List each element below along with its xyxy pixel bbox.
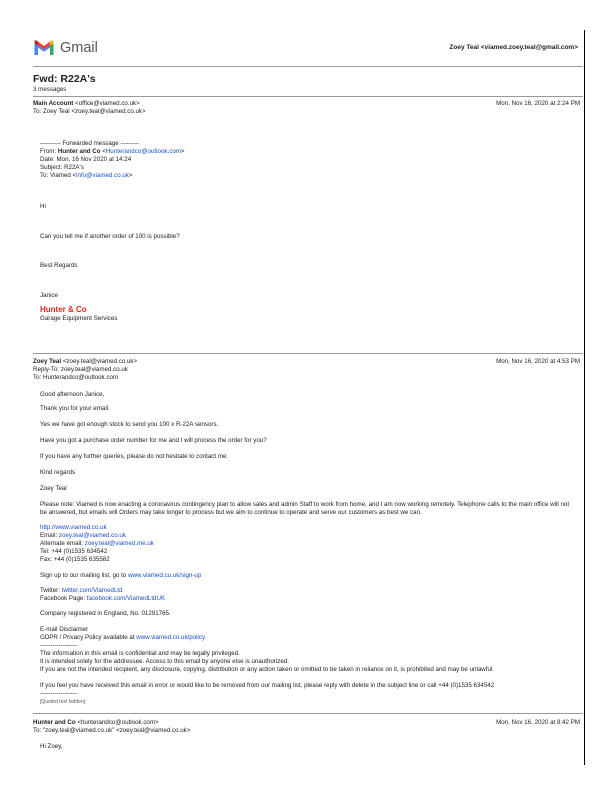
msg2-po: Have you got a purchase order number for me and I will process the order for you? <box>40 437 267 444</box>
twitter-link[interactable]: twitter.com/ViamedLtd <box>61 587 123 594</box>
gdpr-link[interactable]: www.viamed.co.uk/policy <box>136 634 206 642</box>
msg2-reply-to: Reply-To: zoey.teal@viamed.co.uk <box>33 366 128 373</box>
email-line: Email: zoey.teal@viamed.co.uk <box>40 532 126 540</box>
msg2-greeting: Good afternoon Janice, <box>40 391 105 398</box>
removal-notice: If you feel you have received this email in error or would like to be removed from our mailing list, please reply with delete in the subject line or call +44 (0)1535 634542 <box>40 682 495 689</box>
fwd-from-email-link[interactable]: Hunterandco@outlook.com <box>105 148 181 156</box>
msg2-to: To: Hunterandco@outlook.com <box>33 374 119 381</box>
msg2-from <box>33 358 137 366</box>
fwd-to: To: Viamed <info@viamed.co.uk> <box>40 172 133 180</box>
msg3-to: To: "zoey.teal@viamed.co.uk" <zoey.teal@viamed.co.uk> <box>33 727 191 734</box>
disclaimer-line-1: The information in this email is confidential and may be legally privileged. <box>40 650 240 658</box>
company-registration: Company registered in England, No. 01291765. <box>40 610 171 617</box>
msg2-signature-name: Zoey Teal <box>40 485 67 492</box>
alt-email-link[interactable]: zoey.teal@viamed.me.uk <box>84 540 154 548</box>
gdpr-line: GDPR / Privacy Policy available at www.viamed.co.uk/policy <box>40 634 206 642</box>
gmail-wordmark: Gmail <box>60 40 98 56</box>
header-divider <box>33 66 583 67</box>
email-link[interactable]: zoey.teal@viamed.co.uk <box>58 532 126 540</box>
signature-tagline: Garage Equipment Services <box>40 315 118 322</box>
social-block <box>40 587 575 603</box>
msg1-to: To: Zoey Teal <zoey.teal@viamed.co.uk> <box>33 108 146 115</box>
msg2-notice: Please note: Viamed is now enacting a coronavirus contingency plan to allow sales and admin Staff to work from home, and I am now working remotely. Telephone calls to the main office will not be answered, but emails will Orders may take longer to process but we aim to continue to operate and serve our customers as best we can. <box>40 501 570 517</box>
subject-divider <box>33 96 583 97</box>
facebook-link[interactable]: facebook.com/ViamedLtdUK <box>86 595 166 603</box>
msg2-queries: If you have any further queries, please do not hesitate to contact me. <box>40 453 229 460</box>
message-count: 3 messages <box>33 86 67 93</box>
quoted-text-hidden[interactable]: [Quoted text hidden] <box>40 699 86 705</box>
msg2-kind-regards: Kind regards <box>40 469 76 476</box>
msg1-forward-header <box>40 140 575 180</box>
website-link[interactable]: http://www.viamed.co.uk <box>40 524 107 531</box>
msg1-greeting: Hi <box>40 203 46 210</box>
mailing-list-link[interactable]: www.viamed.co.uk/sign-up <box>128 572 202 579</box>
msg3-from <box>33 719 159 727</box>
msg2-date: Mon, Nov 16, 2020 at 4:53 PM <box>496 358 580 365</box>
msg1-sender-address: <office@viamed.co.uk> <box>75 100 140 107</box>
disclaimer-block <box>40 626 575 674</box>
msg3-date: Mon, Nov 16, 2020 at 8:42 PM <box>496 719 580 726</box>
page-right-border <box>584 30 585 765</box>
fwd-to-email-link[interactable]: info@viamed.co.uk <box>76 172 129 180</box>
msg2-sender-address: <zoey.teal@viamed.co.uk> <box>62 358 138 365</box>
msg2-stock: Yes we have got enough stock to send you 100 x R-22A sensors. <box>40 421 219 428</box>
twitter-line: Twitter: twitter.com/ViamedLtd <box>40 587 123 594</box>
msg1-signoff: Janice <box>40 292 58 299</box>
disclaimer-title: E-mail Disclaimer <box>40 626 89 633</box>
fwd-subject: Subject: R22A's <box>40 164 84 172</box>
msg3-sender-name: Hunter and Co <box>33 719 76 726</box>
msg1-body: Can you tell me if another order of 100 is possible? <box>40 233 180 240</box>
disclaimer-rule-top: ------------------ <box>40 642 78 650</box>
msg1-regards: Best Regards <box>40 262 78 269</box>
disclaimer-line-2: It is intended solely for the addressee. Access to this email by anyone else is unauthorized. <box>40 658 290 666</box>
msg2-contact-block <box>40 524 575 564</box>
disclaimer-line-3: If you are not the intended recipient, any disclosure, copying, distribution or any action taken or omitted to be taken in reliance on it, is prohibited and may be unlawful. <box>40 666 495 674</box>
fax-line: Fax: +44 (0)1535 635582 <box>40 556 110 564</box>
msg2-divider <box>33 713 583 714</box>
msg2-sender-name: Zoey Teal <box>33 358 62 365</box>
forwarded-line: ---------- Forwarded message --------- <box>40 140 139 147</box>
msg3-sender-address: <hunterandco@outlook.com> <box>77 719 159 726</box>
tel-line: Tel: +44 (0)1535 634542 <box>40 548 108 556</box>
fwd-date: Date: Mon, 16 Nov 2020 at 14:24 <box>40 156 132 164</box>
account-email: Zoey Teal <viamed.zoey.teal@gmail.com> <box>449 44 578 51</box>
msg1-sender-name: Main Account <box>33 100 74 107</box>
disclaimer-rule-bottom: ------------------ <box>40 690 78 697</box>
alt-email-line: Alternate email: zoey.teal@viamed.me.uk <box>40 540 154 548</box>
msg3-greeting: Hi Zoey, <box>40 743 63 750</box>
msg2-thanks: Thank you for your email. <box>40 405 110 412</box>
thread-subject: Fwd: R22A's <box>33 73 96 85</box>
signature-company: Hunter & Co <box>40 305 87 314</box>
fwd-from: From: Hunter and Co <Hunterandco@outlook.com> <box>40 148 185 156</box>
msg1-from <box>33 100 140 108</box>
msg1-divider <box>33 353 583 354</box>
gmail-logo-icon <box>33 39 55 56</box>
mailing-list-line: Sign up to our mailing list, go to www.viamed.co.uk/sign-up <box>40 572 202 579</box>
facebook-line: Facebook Page: facebook.com/ViamedLtdUK <box>40 595 166 603</box>
msg1-date: Mon, Nov 16, 2020 at 2:24 PM <box>496 100 580 107</box>
